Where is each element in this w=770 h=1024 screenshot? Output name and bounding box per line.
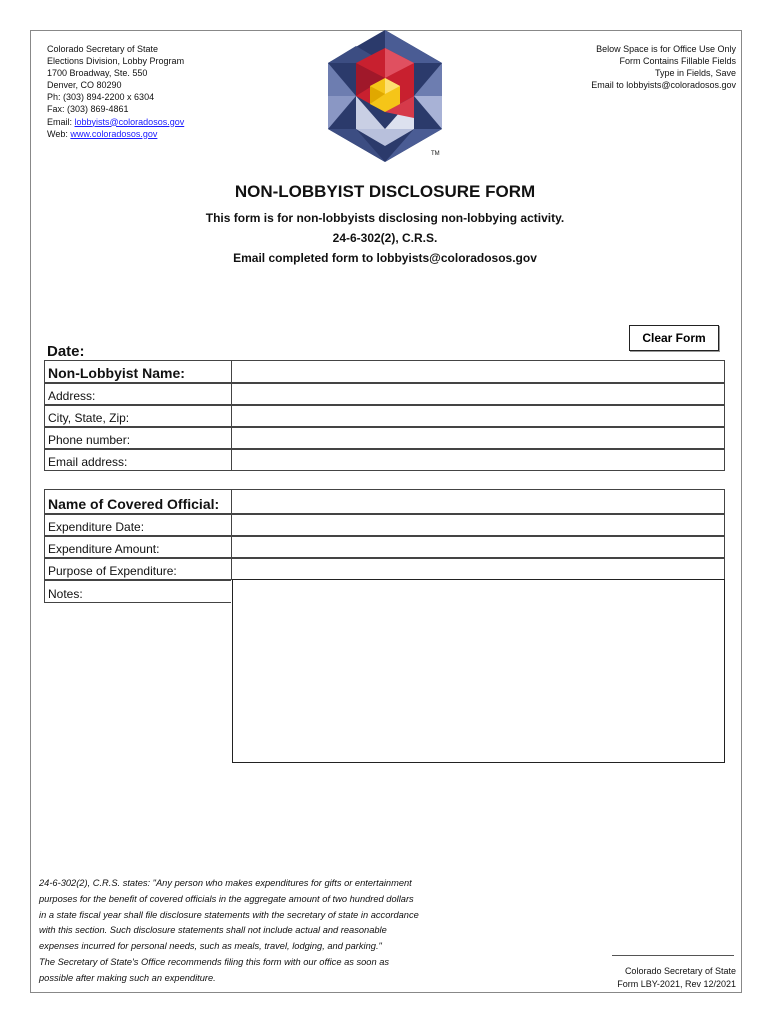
email-link[interactable]: lobbyists@coloradosos.gov [74, 116, 185, 127]
web-link[interactable]: www.coloradosos.gov [70, 128, 158, 139]
footer-line: Colorado Secretary of State [624, 966, 736, 976]
subtitle-statute: 24-6-302(2), C.R.S. [332, 231, 438, 245]
footer-line: Form LBY-2021, Rev 12/2021 [617, 978, 736, 989]
email-line [47, 116, 184, 128]
non-lobbyist-name-field[interactable] [231, 360, 725, 383]
covered-official-field[interactable] [231, 489, 725, 514]
office-line: Form Contains Fillable Fields [619, 56, 736, 67]
footer-divider [612, 955, 734, 956]
statute-line: possible after making such an expenditure. [39, 972, 216, 983]
email-address-label: Email address: [44, 449, 231, 471]
address-line: Ph: (303) 894-2200 x 6304 [47, 92, 155, 103]
expenditure-amount-field[interactable] [231, 536, 725, 558]
form-title: NON-LOBBYIST DISCLOSURE FORM [234, 182, 536, 201]
city-state-zip-label: City, State, Zip: [44, 405, 231, 427]
non-lobbyist-name-label: Non-Lobbyist Name: [44, 360, 231, 383]
expenditure-amount-label: Expenditure Amount: [44, 536, 231, 558]
phone-field[interactable] [231, 427, 725, 449]
office-line: Type in Fields, Save [654, 68, 736, 79]
office-line: Below Space is for Office Use Only [596, 44, 736, 54]
office-line: Email to lobbyists@coloradosos.gov [591, 80, 736, 91]
address-field[interactable] [231, 383, 725, 405]
address-line: 1700 Broadway, Ste. 550 [47, 68, 148, 79]
statute-line: with this section. Such disclosure statements shall not include actual and reasonable [39, 925, 387, 936]
sos-address-block [47, 43, 184, 140]
purpose-label: Purpose of Expenditure: [44, 558, 231, 580]
address-label: Address: [44, 383, 231, 405]
colorado-sos-logo [320, 28, 450, 163]
clear-form-button[interactable]: Clear Form [629, 325, 719, 351]
address-line: Fax: (303) 869-4861 [47, 104, 129, 115]
address-line: Elections Division, Lobby Program [47, 56, 185, 67]
statute-line: 24-6-302(2), C.R.S. states: "Any person who makes expenditures for gifts or entertainment [39, 878, 412, 888]
web-label: Web: [47, 128, 71, 139]
phone-label: Phone number: [44, 427, 231, 449]
statute-line: in a state fiscal year shall file disclosure statements with the secretary of state in accordance [39, 909, 419, 920]
statute-line: The Secretary of State's Office recommends filing this form with our office as soon as [39, 956, 390, 967]
statute-text [39, 876, 469, 987]
trademark-mark: TM [431, 151, 440, 157]
expenditure-date-label: Expenditure Date: [44, 514, 231, 536]
web-line [47, 128, 184, 140]
email-address-field[interactable] [231, 449, 725, 471]
date-label: Date: [47, 343, 85, 360]
notes-textarea[interactable] [232, 579, 725, 763]
notes-label: Notes: [44, 580, 231, 603]
expenditure-date-field[interactable] [231, 514, 725, 536]
address-line: Denver, CO 80290 [47, 80, 122, 91]
purpose-field[interactable] [231, 558, 725, 580]
statute-line: expenses incurred for personal needs, such as meals, travel, lodging, and parking." [39, 941, 382, 952]
subtitle-email: Email completed form to lobbyists@coloradosos.gov [233, 251, 537, 265]
form-footer [617, 965, 736, 990]
statute-line: purposes for the benefit of covered officials in the aggregate amount of two hundred dollars [39, 893, 414, 904]
email-label: Email: [47, 116, 75, 127]
address-line: Colorado Secretary of State [47, 44, 159, 54]
office-use-notice [496, 43, 736, 91]
subtitle-purpose: This form is for non-lobbyists disclosing non-lobbying activity. [205, 211, 565, 225]
covered-official-label: Name of Covered Official: [44, 489, 231, 514]
city-state-zip-field[interactable] [231, 405, 725, 427]
